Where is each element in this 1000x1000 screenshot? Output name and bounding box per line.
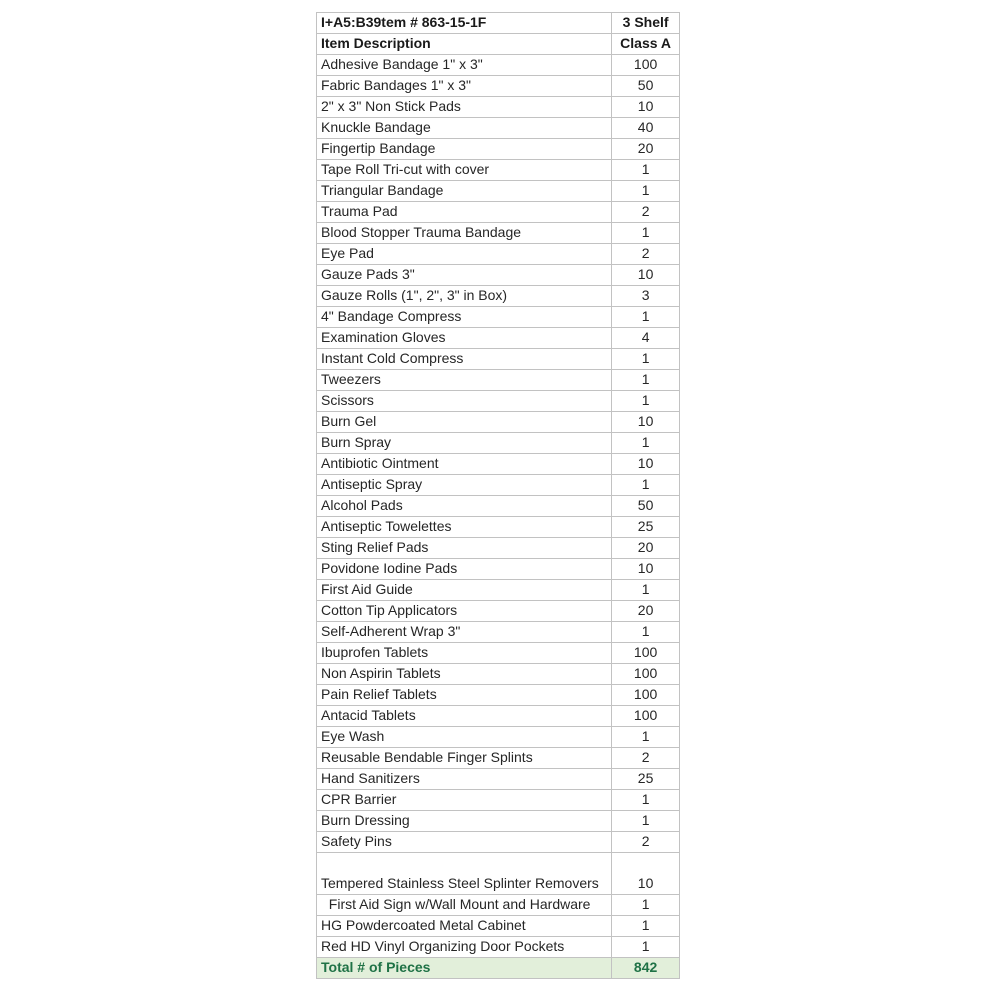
table-row xyxy=(317,937,680,958)
qty-cell[interactable]: 4 xyxy=(612,328,680,349)
qty-cell[interactable]: 10 xyxy=(612,853,680,895)
qty-cell[interactable]: 100 xyxy=(612,643,680,664)
item-cell[interactable]: Trauma Pad xyxy=(317,202,612,223)
qty-cell[interactable]: 20 xyxy=(612,601,680,622)
table-row xyxy=(317,265,680,286)
qty-cell[interactable]: 25 xyxy=(612,517,680,538)
table-row xyxy=(317,139,680,160)
qty-cell[interactable]: 1 xyxy=(612,727,680,748)
item-cell[interactable]: Ibuprofen Tablets xyxy=(317,643,612,664)
qty-cell[interactable]: 1 xyxy=(612,622,680,643)
table-row xyxy=(317,244,680,265)
item-cell[interactable]: Tweezers xyxy=(317,370,612,391)
item-cell[interactable]: Red HD Vinyl Organizing Door Pockets xyxy=(317,937,612,958)
table-row xyxy=(317,202,680,223)
table-row xyxy=(317,748,680,769)
item-cell[interactable]: Cotton Tip Applicators xyxy=(317,601,612,622)
total-value-cell[interactable]: 842 xyxy=(612,958,680,979)
table-row xyxy=(317,706,680,727)
qty-cell[interactable]: 1 xyxy=(612,223,680,244)
item-cell[interactable]: Burn Gel xyxy=(317,412,612,433)
item-cell[interactable]: Safety Pins xyxy=(317,832,612,853)
table-row xyxy=(317,55,680,76)
item-cell[interactable]: Examination Gloves xyxy=(317,328,612,349)
item-cell[interactable]: Fingertip Bandage xyxy=(317,139,612,160)
item-cell[interactable]: Burn Dressing xyxy=(317,811,612,832)
table-row xyxy=(317,769,680,790)
table-row xyxy=(317,97,680,118)
qty-cell[interactable]: 1 xyxy=(612,433,680,454)
item-cell[interactable]: Gauze Pads 3" xyxy=(317,265,612,286)
item-cell[interactable]: Pain Relief Tablets xyxy=(317,685,612,706)
inventory-table xyxy=(316,12,680,979)
table-row xyxy=(317,496,680,517)
qty-cell[interactable]: 50 xyxy=(612,496,680,517)
table-row xyxy=(317,643,680,664)
table-row xyxy=(317,286,680,307)
qty-cell[interactable]: 10 xyxy=(612,97,680,118)
item-cell[interactable]: Hand Sanitizers xyxy=(317,769,612,790)
item-cell[interactable]: Eye Pad xyxy=(317,244,612,265)
table-row xyxy=(317,370,680,391)
item-cell[interactable]: Alcohol Pads xyxy=(317,496,612,517)
item-cell[interactable]: Reusable Bendable Finger Splints xyxy=(317,748,612,769)
table-row xyxy=(317,517,680,538)
item-cell[interactable]: Burn Spray xyxy=(317,433,612,454)
qty-cell[interactable]: 10 xyxy=(612,454,680,475)
item-cell[interactable]: Self-Adherent Wrap 3" xyxy=(317,622,612,643)
item-cell[interactable]: Blood Stopper Trauma Bandage xyxy=(317,223,612,244)
table-row xyxy=(317,433,680,454)
qty-cell[interactable]: 10 xyxy=(612,412,680,433)
item-cell[interactable]: Knuckle Bandage xyxy=(317,118,612,139)
table-row-total xyxy=(317,958,680,979)
table-row xyxy=(317,790,680,811)
qty-cell[interactable]: 1 xyxy=(612,580,680,601)
qty-cell[interactable]: 50 xyxy=(612,76,680,97)
table-row xyxy=(317,664,680,685)
table-row xyxy=(317,811,680,832)
qty-cell[interactable]: 2 xyxy=(612,748,680,769)
item-cell[interactable]: Triangular Bandage xyxy=(317,181,612,202)
item-cell[interactable]: Antibiotic Ointment xyxy=(317,454,612,475)
shelf-header-cell[interactable]: 3 Shelf xyxy=(612,13,680,34)
qty-cell[interactable]: 10 xyxy=(612,265,680,286)
total-label-cell[interactable]: Total # of Pieces xyxy=(317,958,612,979)
table-row xyxy=(317,391,680,412)
qty-cell[interactable]: 100 xyxy=(612,664,680,685)
table-row xyxy=(317,412,680,433)
table-row xyxy=(317,580,680,601)
inventory-rows xyxy=(317,55,680,958)
item-cell[interactable]: Sting Relief Pads xyxy=(317,538,612,559)
qty-cell[interactable]: 1 xyxy=(612,370,680,391)
qty-cell[interactable]: 1 xyxy=(612,937,680,958)
qty-cell[interactable]: 1 xyxy=(612,391,680,412)
table-row-column-headers xyxy=(317,34,680,55)
item-cell[interactable]: Povidone Iodine Pads xyxy=(317,559,612,580)
table-row-header-title xyxy=(317,13,680,34)
item-cell[interactable]: First Aid Sign w/Wall Mount and Hardware xyxy=(317,895,612,916)
qty-cell[interactable]: 1 xyxy=(612,790,680,811)
item-cell[interactable]: First Aid Guide xyxy=(317,580,612,601)
qty-cell[interactable]: 1 xyxy=(612,475,680,496)
qty-cell[interactable]: 40 xyxy=(612,118,680,139)
item-cell[interactable]: Antiseptic Towelettes xyxy=(317,517,612,538)
item-cell[interactable]: Eye Wash xyxy=(317,727,612,748)
table-row xyxy=(317,832,680,853)
table-row xyxy=(317,328,680,349)
item-cell[interactable]: Non Aspirin Tablets xyxy=(317,664,612,685)
qty-cell[interactable]: 1 xyxy=(612,181,680,202)
table-row xyxy=(317,601,680,622)
qty-cell[interactable]: 1 xyxy=(612,160,680,181)
qty-cell[interactable]: 3 xyxy=(612,286,680,307)
item-cell[interactable]: Antacid Tablets xyxy=(317,706,612,727)
qty-cell[interactable]: 1 xyxy=(612,916,680,937)
table-row xyxy=(317,853,680,895)
qty-cell[interactable]: 20 xyxy=(612,538,680,559)
item-cell[interactable]: Scissors xyxy=(317,391,612,412)
table-row xyxy=(317,181,680,202)
table-row xyxy=(317,160,680,181)
qty-cell[interactable]: 100 xyxy=(612,55,680,76)
item-cell[interactable]: Tape Roll Tri-cut with cover xyxy=(317,160,612,181)
item-cell[interactable]: 4" Bandage Compress xyxy=(317,307,612,328)
table-row xyxy=(317,76,680,97)
table-row xyxy=(317,916,680,937)
qty-cell[interactable]: 100 xyxy=(612,706,680,727)
table-row xyxy=(317,559,680,580)
item-cell[interactable]: Fabric Bandages 1" x 3" xyxy=(317,76,612,97)
item-cell[interactable]: HG Powdercoated Metal Cabinet xyxy=(317,916,612,937)
item-cell[interactable]: Tempered Stainless Steel Splinter Removers xyxy=(317,853,612,895)
table-row xyxy=(317,622,680,643)
qty-cell[interactable]: 1 xyxy=(612,811,680,832)
table-row xyxy=(317,895,680,916)
table-row xyxy=(317,538,680,559)
qty-cell[interactable]: 100 xyxy=(612,685,680,706)
table-row xyxy=(317,118,680,139)
item-cell[interactable]: Adhesive Bandage 1" x 3" xyxy=(317,55,612,76)
item-cell[interactable]: CPR Barrier xyxy=(317,790,612,811)
qty-cell[interactable]: 2 xyxy=(612,202,680,223)
qty-cell[interactable]: 25 xyxy=(612,769,680,790)
qty-cell[interactable]: 10 xyxy=(612,559,680,580)
qty-cell[interactable]: 2 xyxy=(612,244,680,265)
qty-cell[interactable]: 1 xyxy=(612,349,680,370)
table-row xyxy=(317,307,680,328)
qty-cell[interactable]: 20 xyxy=(612,139,680,160)
qty-cell[interactable]: 1 xyxy=(612,895,680,916)
table-row xyxy=(317,223,680,244)
item-cell[interactable]: 2" x 3" Non Stick Pads xyxy=(317,97,612,118)
item-description-header-cell[interactable]: Item Description xyxy=(317,34,612,55)
table-row xyxy=(317,727,680,748)
item-cell[interactable]: Gauze Rolls (1", 2", 3" in Box) xyxy=(317,286,612,307)
item-number-header-cell[interactable]: I+A5:B39tem # 863-15-1F xyxy=(317,13,612,34)
table-row xyxy=(317,685,680,706)
table-row xyxy=(317,475,680,496)
table-row xyxy=(317,454,680,475)
item-cell[interactable]: Instant Cold Compress xyxy=(317,349,612,370)
qty-cell[interactable]: 1 xyxy=(612,307,680,328)
qty-cell[interactable]: 2 xyxy=(612,832,680,853)
table-row xyxy=(317,349,680,370)
item-cell[interactable]: Antiseptic Spray xyxy=(317,475,612,496)
class-header-cell[interactable]: Class A xyxy=(612,34,680,55)
